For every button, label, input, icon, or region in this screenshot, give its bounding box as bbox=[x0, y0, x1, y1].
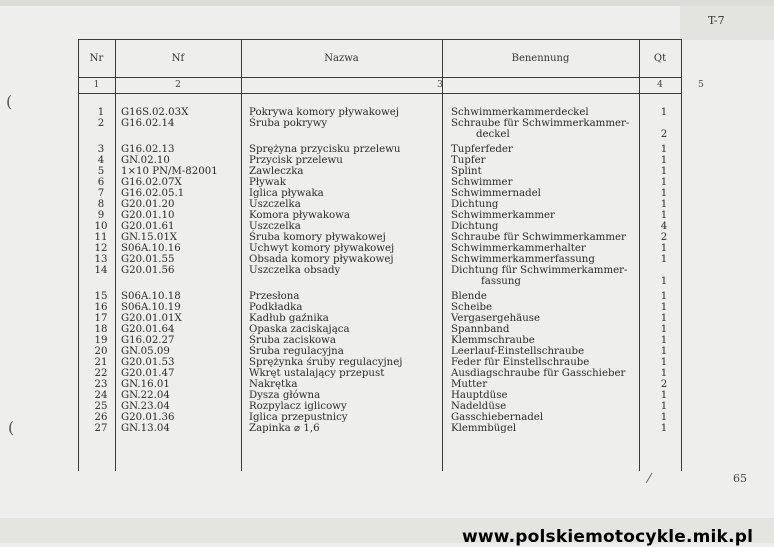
cell-nf: GN.16.01 bbox=[121, 379, 170, 390]
cell-benennung: Tupfer bbox=[451, 155, 486, 166]
cell-nr: 12 bbox=[94, 243, 108, 254]
col-divider-extra bbox=[681, 39, 682, 471]
cell-qt: 2 bbox=[660, 232, 668, 243]
cell-nazwa: Śruba komory pływakowej bbox=[249, 232, 386, 243]
source-url-watermark: www.polskiemotocykle.mik.pl bbox=[462, 527, 754, 547]
cell-qt: 1 bbox=[660, 276, 668, 287]
cell-benennung: Scheibe bbox=[451, 302, 493, 313]
header-benennung: Benennung bbox=[511, 52, 570, 64]
cell-nazwa: Pływak bbox=[249, 177, 286, 188]
cell-nf: GN.23.04 bbox=[121, 401, 170, 412]
cell-qt: 1 bbox=[660, 412, 668, 423]
cell-nf: G20.01.20 bbox=[121, 199, 175, 210]
cell-qt: 1 bbox=[660, 324, 668, 335]
cell-benennung: Hauptdüse bbox=[451, 390, 508, 401]
cell-nazwa: Nakrętka bbox=[249, 379, 298, 390]
cell-nf: S06A.10.19 bbox=[121, 302, 181, 313]
column-number: 3 bbox=[437, 80, 443, 90]
cell-nazwa: Śruba zaciskowa bbox=[249, 335, 336, 346]
cell-qt: 1 bbox=[660, 401, 668, 412]
cell-nazwa: Opaska zaciskająca bbox=[249, 324, 350, 335]
cell-nf: G20.01.53 bbox=[121, 357, 175, 368]
cell-qt: 1 bbox=[660, 166, 668, 177]
cell-benennung: Tupferfeder bbox=[451, 144, 513, 155]
cell-nf: GN.22.04 bbox=[121, 390, 170, 401]
cell-nf: G20.01.47 bbox=[121, 368, 175, 379]
cell-nr: 10 bbox=[94, 221, 108, 232]
cell-nr: 14 bbox=[94, 265, 108, 276]
cell-nf: S06A.10.18 bbox=[121, 291, 181, 302]
cell-benennung: Klemmbügel bbox=[451, 423, 517, 434]
cell-benennung: Ausdiagschraube für Gasschieber bbox=[451, 368, 626, 379]
cell-benennung: Schwimmerkammerfassung bbox=[451, 254, 595, 265]
cell-benennung: Spannband bbox=[451, 324, 510, 335]
cell-nf: G16S.02.03X bbox=[121, 107, 189, 118]
cell-qt: 1 bbox=[660, 357, 668, 368]
col-divider-benennung bbox=[442, 39, 443, 471]
cell-nazwa: Sprężyna przycisku przelewu bbox=[249, 144, 401, 155]
cell-qt: 1 bbox=[660, 291, 668, 302]
cell-qt: 1 bbox=[660, 335, 668, 346]
binder-hole-mark-icon: ( bbox=[8, 418, 15, 437]
header-nf: Nf bbox=[171, 52, 185, 64]
page-number: 65 bbox=[733, 472, 747, 485]
cell-nazwa: Dysza główna bbox=[249, 390, 321, 401]
cell-nr: 11 bbox=[94, 232, 108, 243]
cell-benennung: Schwimmerkammerhalter bbox=[451, 243, 586, 254]
cell-qt: 1 bbox=[660, 177, 668, 188]
cell-benennung: Klemmschraube bbox=[451, 335, 535, 346]
cell-qt: 1 bbox=[660, 199, 668, 210]
cell-benennung: Schwimmerkammerdeckel bbox=[451, 107, 589, 118]
cell-qt: 1 bbox=[660, 368, 668, 379]
cell-nf: GN.02.10 bbox=[121, 155, 170, 166]
cell-nazwa: Pokrywa komory pływakowej bbox=[249, 107, 399, 118]
cell-nf: G20.01.01X bbox=[121, 313, 182, 324]
cell-benennung: Schwimmernadel bbox=[451, 188, 541, 199]
cell-nr: 23 bbox=[94, 379, 108, 390]
cell-nf: G20.01.55 bbox=[121, 254, 175, 265]
cell-qt: 1 bbox=[660, 188, 668, 199]
col-divider-qt bbox=[639, 39, 640, 471]
cell-benennung: Feder für Einstellschraube bbox=[451, 357, 590, 368]
cell-nf: GN.13.04 bbox=[121, 423, 170, 434]
column-number: 5 bbox=[698, 80, 704, 90]
cell-nr: 24 bbox=[94, 390, 108, 401]
cell-benennung: Leerlauf-Einstellschraube bbox=[451, 346, 585, 357]
cell-nazwa: Sprężynka śruby regulacyjnej bbox=[249, 357, 403, 368]
cell-nazwa: Uszczelka bbox=[249, 221, 301, 232]
cell-nr: 7 bbox=[97, 188, 105, 199]
cell-qt: 1 bbox=[660, 210, 668, 221]
cell-nazwa: Śruba pokrywy bbox=[249, 118, 328, 129]
cell-benennung: Nadeldüse bbox=[451, 401, 507, 412]
cell-qt: 1 bbox=[660, 390, 668, 401]
cell-qt: 1 bbox=[660, 155, 668, 166]
cell-nr: 25 bbox=[94, 401, 108, 412]
cell-benennung: Dichtung bbox=[451, 221, 499, 232]
cell-benennung: Schwimmerkammer bbox=[451, 210, 555, 221]
cell-qt: 1 bbox=[660, 313, 668, 324]
column-number: 4 bbox=[657, 80, 663, 90]
cell-nf: G16.02.13 bbox=[121, 144, 175, 155]
cell-benennung: Blende bbox=[451, 291, 487, 302]
cell-nf: G20.01.56 bbox=[121, 265, 175, 276]
cell-qt: 4 bbox=[660, 221, 668, 232]
cell-qt: 1 bbox=[660, 107, 668, 118]
cell-nazwa: Iglica pływaka bbox=[249, 188, 324, 199]
cell-qt: 1 bbox=[660, 144, 668, 155]
cell-nazwa: Obsada komory pływakowej bbox=[249, 254, 394, 265]
cell-nf: S06A.10.16 bbox=[121, 243, 181, 254]
cell-nf: G16.02.27 bbox=[121, 335, 175, 346]
cell-benennung-cont: deckel bbox=[476, 129, 510, 140]
header-nr: Nr bbox=[89, 52, 104, 64]
cell-nazwa: Komora pływakowa bbox=[249, 210, 350, 221]
cell-benennung: Mutter bbox=[451, 379, 488, 390]
cell-nazwa: Wkręt ustalający przepust bbox=[249, 368, 385, 379]
cell-nf: G20.01.64 bbox=[121, 324, 175, 335]
cell-qt: 1 bbox=[660, 346, 668, 357]
cell-nr: 1 bbox=[97, 107, 105, 118]
cell-nf: 1×10 PN/M-82001 bbox=[121, 166, 218, 177]
cell-nr: 3 bbox=[97, 144, 105, 155]
cell-qt: 1 bbox=[660, 243, 668, 254]
cell-nr: 17 bbox=[94, 313, 108, 324]
cell-qt: 2 bbox=[660, 379, 668, 390]
cell-qt: 1 bbox=[660, 423, 668, 434]
cell-benennung: Splint bbox=[451, 166, 482, 177]
cell-nazwa: Iglica przepustnicy bbox=[249, 412, 348, 423]
cell-qt: 2 bbox=[660, 129, 668, 140]
cell-nf: G16.02.07X bbox=[121, 177, 182, 188]
table-number-divider bbox=[78, 93, 682, 94]
cell-benennung: Dichtung für Schwimmerkammer- bbox=[451, 265, 628, 276]
cell-nazwa: Uszczelka bbox=[249, 199, 301, 210]
header-qt: Qt bbox=[653, 52, 667, 64]
cell-nf: G20.01.61 bbox=[121, 221, 175, 232]
cell-nazwa: Kadłub gaźnika bbox=[249, 313, 329, 324]
cell-nr: 2 bbox=[97, 118, 105, 129]
cell-nr: 5 bbox=[97, 166, 105, 177]
cell-nazwa: Śruba regulacyjna bbox=[249, 346, 344, 357]
cell-nr: 19 bbox=[94, 335, 108, 346]
cell-nazwa: Uchwyt komory pływakowej bbox=[249, 243, 395, 254]
column-number: 1 bbox=[93, 80, 100, 90]
binder-hole-mark-icon: ( bbox=[6, 92, 13, 111]
cell-benennung: Schraube für Schwimmerkammer bbox=[451, 232, 626, 243]
cell-qt: 1 bbox=[660, 254, 668, 265]
col-divider-nazwa bbox=[241, 39, 242, 471]
cell-nf: G16.02.05.1 bbox=[121, 188, 185, 199]
cell-nr: 18 bbox=[94, 324, 108, 335]
cell-nr: 21 bbox=[94, 357, 108, 368]
cell-benennung-cont: fassung bbox=[481, 276, 521, 287]
header-nazwa: Nazwa bbox=[324, 52, 359, 64]
cell-nazwa: Przesłona bbox=[249, 291, 300, 302]
cell-nf: GN.05.09 bbox=[121, 346, 170, 357]
cell-nr: 20 bbox=[94, 346, 108, 357]
table-left-border bbox=[78, 39, 79, 471]
cell-nazwa: Podkładka bbox=[249, 302, 303, 313]
cell-nr: 16 bbox=[94, 302, 108, 313]
cell-nf: G16.02.14 bbox=[121, 118, 175, 129]
cell-nr: 9 bbox=[97, 210, 105, 221]
cell-benennung: Schraube für Schwimmerkammer- bbox=[451, 118, 630, 129]
cell-nazwa: Rozpylacz iglicowy bbox=[249, 401, 347, 412]
cell-nr: 13 bbox=[94, 254, 108, 265]
cell-nr: 4 bbox=[97, 155, 105, 166]
cell-nf: G20.01.10 bbox=[121, 210, 175, 221]
cell-nazwa: Zawleczka bbox=[249, 166, 304, 177]
pen-mark-icon: ⁄ bbox=[648, 472, 651, 487]
cell-benennung: Gasschiebernadel bbox=[451, 412, 544, 423]
cell-nr: 15 bbox=[94, 291, 108, 302]
cell-benennung: Schwimmer bbox=[451, 177, 513, 188]
cell-nr: 8 bbox=[97, 199, 105, 210]
cell-qt: 1 bbox=[660, 302, 668, 313]
cell-benennung: Dichtung bbox=[451, 199, 499, 210]
cell-nf: GN.15.01X bbox=[121, 232, 178, 243]
cell-nr: 27 bbox=[94, 423, 108, 434]
cell-nr: 26 bbox=[94, 412, 108, 423]
cell-nazwa: Zapinka ⌀ 1,6 bbox=[249, 423, 320, 434]
column-number: 2 bbox=[175, 80, 181, 90]
cell-nazwa: Uszczelka obsady bbox=[249, 265, 341, 276]
cell-benennung: Vergasergehäuse bbox=[451, 313, 541, 324]
cell-nazwa: Przycisk przelewu bbox=[249, 155, 343, 166]
page-code: T-7 bbox=[708, 14, 725, 27]
cell-nr: 6 bbox=[97, 177, 105, 188]
cell-nf: G20.01.36 bbox=[121, 412, 175, 423]
cell-nr: 22 bbox=[94, 368, 108, 379]
